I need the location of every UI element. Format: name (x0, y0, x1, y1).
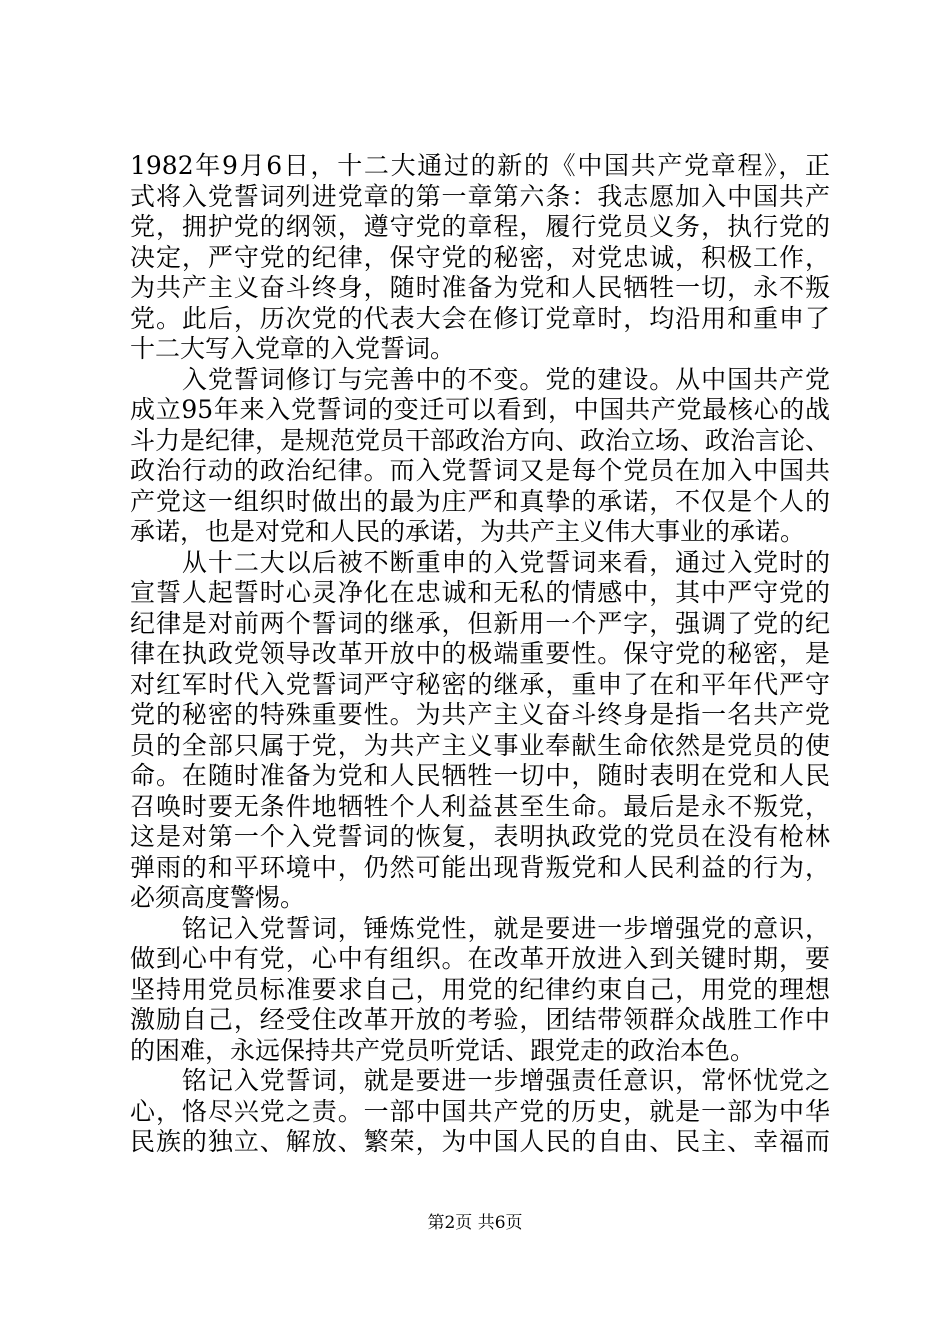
text-line: 从十二大以后被不断重申的入党誓词来看，通过入党时的 (130, 547, 830, 577)
text-line: 激励自己，经受住改革开放的考验，团结带领群众战胜工作中 (130, 1005, 830, 1034)
text-line: 律在执政党领导改革开放中的极端重要性。保守党的秘密，是 (130, 639, 830, 668)
text-line: 党。此后，历次党的代表大会在修订党章时，均沿用和重申了 (130, 303, 830, 333)
text-line: 纪律是对前两个誓词的继承，但新用一个严字，强调了党的纪 (130, 608, 830, 638)
text-line: 产党这一组织时做出的最为庄严和真挚的承诺，不仅是个人的 (130, 486, 830, 516)
text-line: 坚持用党员标准要求自己，用党的纪律约束自己，用党的理想 (130, 974, 830, 1004)
text-line: 宣誓人起誓时心灵净化在忠诚和无私的情感中，其中严守党的 (130, 578, 830, 607)
text-line: 决定，严守党的纪律，保守党的秘密，对党忠诚，积极工作， (130, 242, 830, 272)
text-line: 对红军时代入党誓词严守秘密的继承，重申了在和平年代严守 (130, 669, 830, 699)
document-body (130, 151, 830, 1158)
text-line: 必须高度警惕。 (130, 883, 306, 912)
text-line: 这是对第一个入党誓词的恢复，表明执政党的党员在没有枪林 (130, 822, 830, 851)
page-footer: 第2页 共6页 (427, 1213, 523, 1233)
text-line: 员的全部只属于党，为共产主义事业奉献生命依然是党员的使 (130, 730, 830, 760)
text-line: 党的秘密的特殊重要性。为共产主义奋斗终身是指一名共产党 (130, 700, 830, 729)
text-line: 铭记入党誓词，锤炼党性，就是要进一步增强党的意识， (130, 913, 830, 943)
text-line: 十二大写入党章的入党誓词。 (130, 334, 456, 363)
text-line: 召唤时要无条件地牺牲个人利益甚至生命。最后是永不叛党， (130, 791, 830, 821)
text-line: 入党誓词修订与完善中的不变。党的建设。从中国共产党 (130, 364, 830, 394)
text-line: 弹雨的和平环境中，仍然可能出现背叛党和人民利益的行为， (130, 852, 830, 882)
text-line: 做到心中有党，心中有组织。在改革开放进入到关键时期，要 (130, 944, 830, 973)
text-line: 斗力是纪律，是规范党员干部政治方向、政治立场、政治言论、 (130, 425, 831, 455)
text-line: 命。在随时准备为党和人民牺牲一切中，随时表明在党和人民 (130, 761, 830, 790)
text-line: 为共产主义奋斗终身，随时准备为党和人民牺牲一切，永不叛 (130, 273, 830, 302)
text-line: 承诺，也是对党和人民的承诺，为共产主义伟大事业的承诺。 (130, 517, 806, 546)
text-line: 民族的独立、解放、繁荣，为中国人民的自由、民主、幸福而 (130, 1127, 830, 1156)
text-line: 式将入党誓词列进党章的第一章第六条：我志愿加入中国共产 (130, 181, 830, 211)
text-line: 党，拥护党的纲领，遵守党的章程，履行党员义务，执行党的 (130, 212, 830, 241)
text-line: 心，恪尽兴党之责。一部中国共产党的历史，就是一部为中华 (130, 1096, 830, 1126)
text-line: 铭记入党誓词，就是要进一步增强责任意识，常怀忧党之 (130, 1066, 830, 1095)
text-line: 成立95年来入党誓词的变迁可以看到，中国共产党最核心的战 (130, 395, 830, 424)
text-line: 的困难，永远保持共产党员听党话、跟党走的政治本色。 (130, 1035, 756, 1065)
text-line: 政治行动的政治纪律。而入党誓词又是每个党员在加入中国共 (130, 456, 830, 485)
text-line: 1982年9月6日，十二大通过的新的《中国共产党章程》，正 (130, 151, 830, 180)
